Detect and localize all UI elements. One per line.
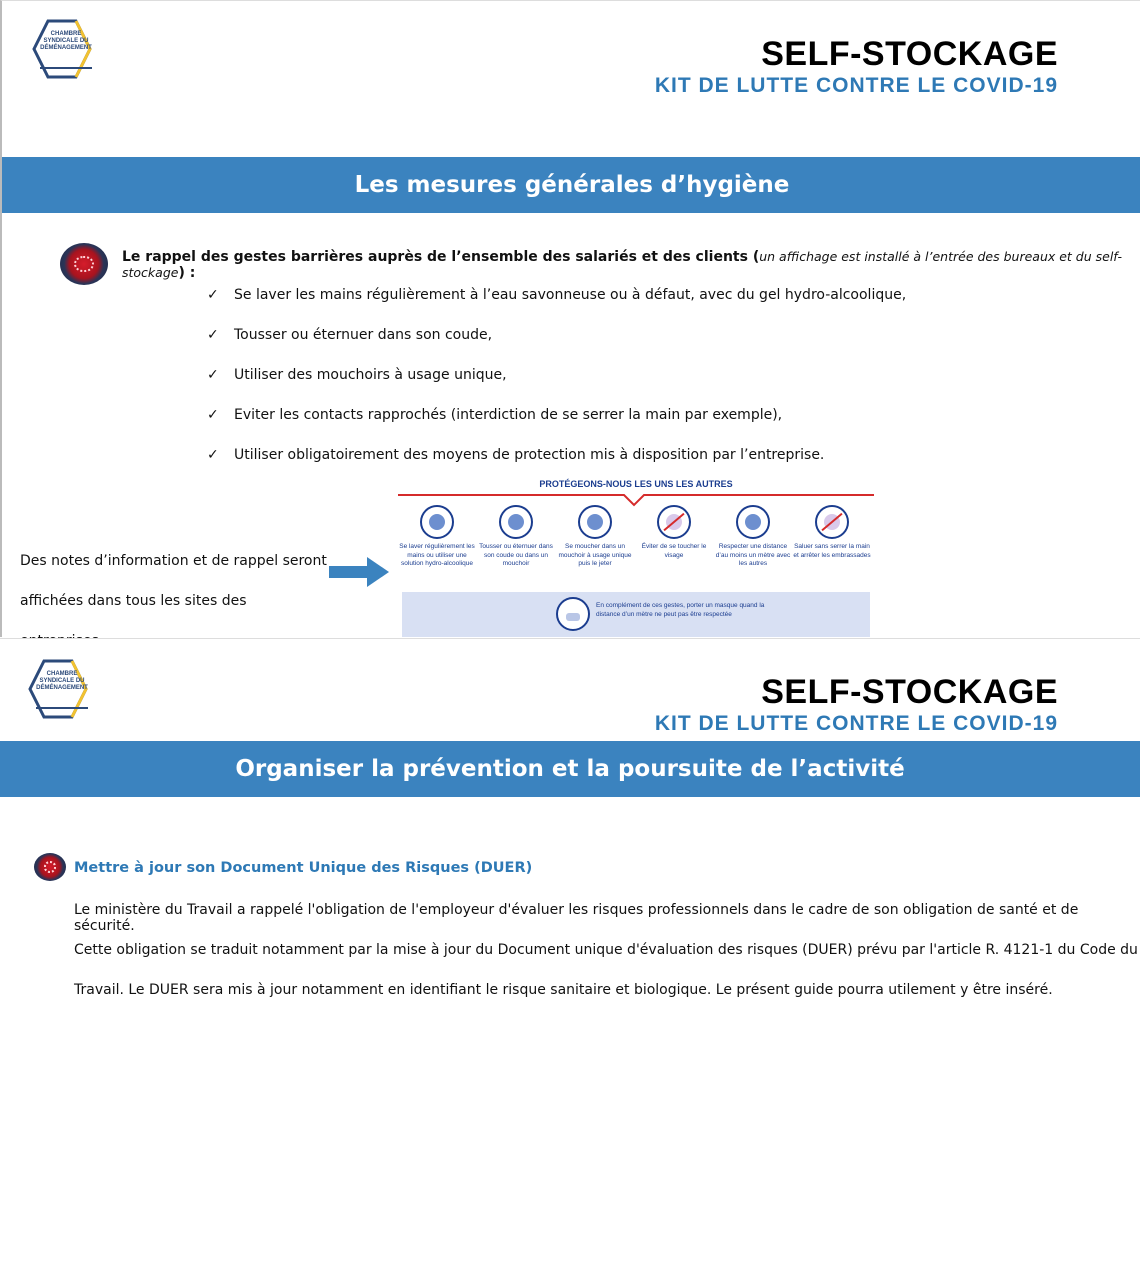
page-title: SELF-STOCKAGE: [761, 673, 1058, 711]
paragraph: Cette obligation se traduit notamment par la mise à jour du Document unique d'évaluation des risques (DUER) prévu par l'article R. 4121-1 du Code du: [74, 942, 1138, 958]
poster-heading: PROTÉGEONS-NOUS LES UNS LES AUTRES: [539, 479, 733, 489]
section-band: Les mesures générales d’hygiène: [2, 157, 1140, 213]
list-item: ✓ Utiliser obligatoirement des moyens de protection mis à disposition par l’entreprise.: [207, 447, 906, 487]
virus-icon: [34, 853, 66, 881]
title-block: [655, 673, 1058, 737]
cough-elbow-icon: [499, 505, 533, 539]
logo-text: CHAMBRE SYNDICALE DU DÉMÉNAGEMENT: [40, 31, 92, 51]
logo-underline: [40, 67, 92, 69]
face-mask-icon: [556, 597, 590, 631]
poster-tissue: Se moucher dans un mouchoir à usage unique puis le jeter: [556, 505, 634, 569]
page-subtitle: KIT DE LUTTE CONTRE LE COVID-19: [654, 74, 1058, 97]
csd-logo: [26, 19, 98, 79]
check-icon: ✓: [207, 447, 219, 463]
logo-text: CHAMBRE SYNDICALE DU DÉMÉNAGEMENT: [36, 671, 88, 691]
list-item: ✓ Eviter les contacts rapprochés (interdiction de se serrer la main par exemple),: [207, 407, 906, 447]
page-title: SELF-STOCKAGE: [761, 35, 1058, 73]
handwash-icon: [420, 505, 454, 539]
barrier-gestures-list: [207, 287, 906, 487]
title-block: [655, 35, 1058, 99]
no-handshake-icon: [815, 505, 849, 539]
section-band: Organiser la prévention et la poursuite de l’activité: [0, 741, 1140, 797]
lead-italic: un affichage est installé à l’entrée des bureaux et du self-stockage: [122, 249, 1122, 280]
slide-prevention: [0, 638, 1140, 1281]
paragraph: Travail. Le DUER sera mis à jour notamment en identifiant le risque sanitaire et biologique. Le présent guide pourra utilement y être inséré.: [74, 982, 1053, 998]
check-icon: ✓: [207, 407, 219, 423]
check-icon: ✓: [207, 367, 219, 383]
slide-hygiene: [0, 0, 1140, 637]
virus-icon: [60, 243, 108, 285]
tissue-icon: [578, 505, 612, 539]
check-icon: ✓: [207, 287, 219, 303]
mask-text: En complément de ces gestes, porter un masque quand la distance d’un mètre ne peut pas être respectée: [596, 602, 765, 618]
barrier-poster: [398, 477, 874, 639]
lead-end: ) :: [178, 265, 196, 281]
logo-underline: [36, 707, 88, 709]
arrow-right-icon: [329, 557, 389, 587]
info-note: Des notes d’information et de rappel seront affichées dans tous les sites des: [20, 553, 327, 609]
distance-icon: [736, 505, 770, 539]
section-heading: Mettre à jour son Document Unique des Risques (DUER): [74, 860, 533, 876]
list-item: ✓ Se laver les mains régulièrement à l’eau savonneuse ou à défaut, avec du gel hydro-alcoolique,: [207, 287, 906, 327]
list-item: ✓ Utiliser des mouchoirs à usage unique,: [207, 367, 906, 407]
page-subtitle: KIT DE LUTTE CONTRE LE COVID-19: [654, 712, 1058, 735]
no-face-touch-icon: [657, 505, 691, 539]
check-icon: ✓: [207, 327, 219, 343]
csd-logo: [22, 659, 94, 719]
mask-box: [402, 592, 870, 637]
paragraph: Le ministère du Travail a rappelé l'obligation de l'employeur d'évaluer les risques professionnels dans le cadre de son obligation de santé et de sécurité.: [74, 902, 1079, 934]
poster-no-handshake: Saluer sans serrer la main et arrêter les embrassades: [793, 505, 871, 560]
poster-distance: Respecter une distance d’au moins un mètre avec les autres: [714, 505, 792, 569]
list-item: ✓ Tousser ou éternuer dans son coude,: [207, 327, 906, 367]
poster-cough: Tousser ou éternuer dans son coude ou dans un mouchoir: [477, 505, 555, 569]
poster-no-face-touch: Éviter de se toucher le visage: [635, 505, 713, 560]
lead-bold: Le rappel des gestes barrières auprès de l’ensemble des salariés et des clients (: [122, 249, 760, 265]
lead-text: [122, 249, 1140, 281]
poster-handwash: Se laver régulièrement les mains ou utiliser une solution hydro-alcoolique: [398, 505, 476, 569]
